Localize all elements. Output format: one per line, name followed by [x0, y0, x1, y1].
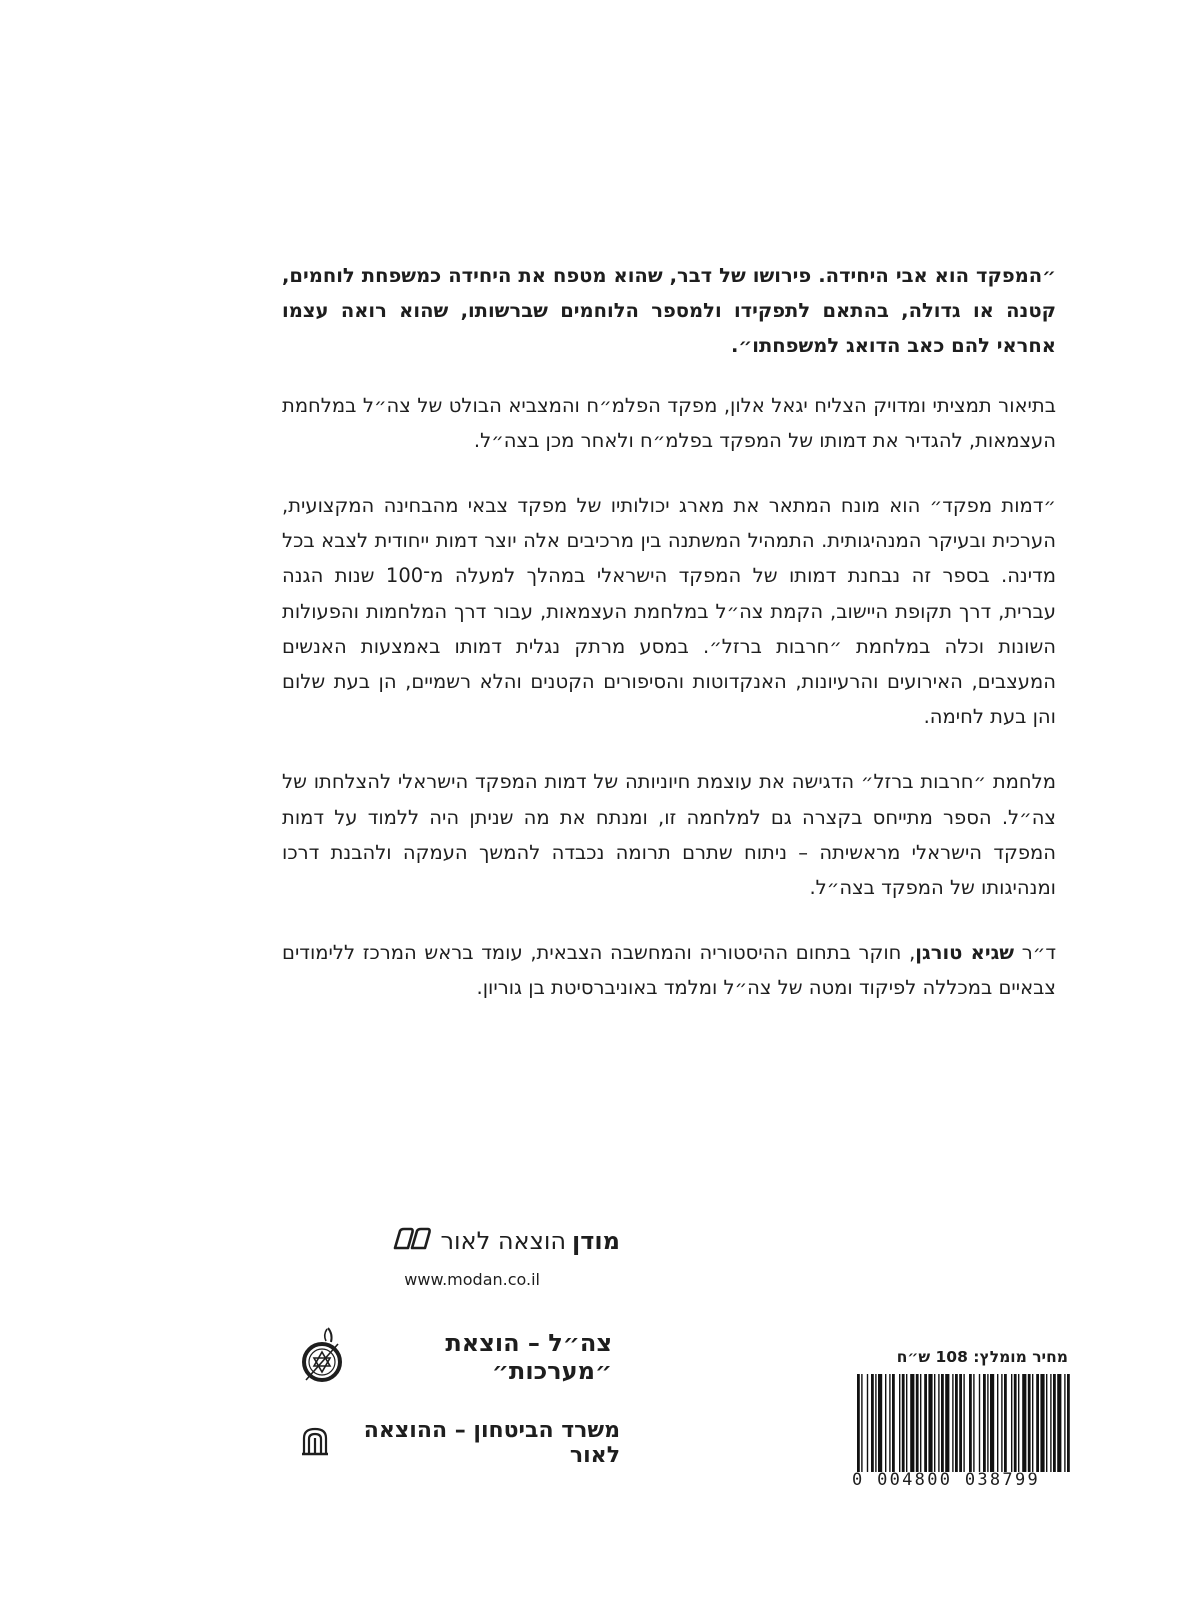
paragraph-allon: בתיאור תמציתי ומדויק הצליח יגאל אלון, מפקד הפלמ״ח והמצביא הבולט של צה״ל במלחמת העצמאות, להגדיר את דמותו של המפקד בפלמ״ח ולאחר מכן בצה״ל.: [282, 393, 1056, 452]
barcode-bar: [1053, 1374, 1056, 1472]
barcode-bar: [955, 1374, 958, 1472]
barcode-bar: [983, 1374, 986, 1472]
idf-maarachot-emblem-icon: [300, 1326, 346, 1388]
barcode-bar: [885, 1374, 886, 1472]
barcode-bar: [987, 1374, 988, 1472]
barcode-bar: [941, 1374, 944, 1472]
barcode-bar: [920, 1374, 921, 1472]
barcode-bar: [973, 1374, 974, 1472]
modan-name: מודן: [572, 1227, 620, 1255]
barcode-bar: [1067, 1374, 1070, 1472]
barcode-digits: 0 004800 038799: [852, 1470, 1041, 1490]
barcode-bar: [1022, 1374, 1026, 1472]
publisher-logos: [300, 1222, 660, 1522]
mod-label: משרד הביטחון – ההוצאה לאור: [363, 1418, 620, 1468]
barcode-bar: [979, 1374, 980, 1472]
author-prefix: ד״ר: [1014, 941, 1056, 965]
barcode-bar: [875, 1374, 876, 1472]
idf-publisher: [300, 1326, 612, 1388]
barcode-bar: [959, 1374, 962, 1472]
barcode-bar: [902, 1374, 905, 1472]
recommended-price: מחיר מומלץ: 108 ש״ח: [896, 1348, 1068, 1366]
author-bio: [282, 935, 1056, 1005]
barcode-bar: [910, 1374, 914, 1472]
barcode-bar: [1050, 1374, 1051, 1472]
barcode-bar: [1018, 1374, 1019, 1472]
barcode-bar: [990, 1374, 994, 1472]
barcode-bar: [906, 1374, 907, 1472]
paragraph-book-summary: ״דמות מפקד״ הוא מונח המתאר את מארג יכולותיו של מפקד צבאי מהבחינה המקצועית, הערכית ובעיקר המנהיגותית. התמהיל המשתנה בין מרכיבים אלה יוצר דמות ייחודית לצבא בכל מדינה. בספר זה נבחנת דמותו של המפקד הישראלי במהלך למעלה מ־100 שנות הגנה עברית, דרך תקופת היישוב, הקמת צה״ל במלחמת העצמאות, עבור דרך המלחמות והפעולות השונות וכלה במלחמת ״חרבות ברזל״. במסע מרתק נגלית דמותו באמצעות האנשים המעצבים, האירועים והרעיונות, האנקדוטות והסיפורים הקטנים והלא רשמיים, הן בעת שלום והן בעת לחימה.: [282, 494, 1056, 729]
mod-publisher: [300, 1418, 620, 1468]
ministry-of-defense-logo-icon: [300, 1426, 330, 1460]
barcode-bar: [924, 1374, 927, 1472]
back-cover-text: [282, 258, 1056, 1036]
barcode-bar: [899, 1374, 900, 1472]
barcode-bar: [934, 1374, 935, 1472]
barcode-bar: [1004, 1374, 1007, 1472]
barcode-image: [856, 1374, 1070, 1472]
author-name: שגיא טורגן: [915, 941, 1015, 965]
barcode-bar: [1036, 1374, 1039, 1472]
author-description: , חוקר בתחום ההיסטוריה והמחשבה הצבאית, עומד בראש המרכז ללימודים צבאיים במכללה לפיקוד ומטה של צה״ל ומלמד באוניברסיטת בן גוריון.: [282, 941, 1056, 1000]
modan-publisher: [392, 1226, 620, 1256]
barcode-bar: [963, 1374, 964, 1472]
opening-quote: ״המפקד הוא אבי היחידה. פירושו של דבר, שהוא מטפח את היחידה כמשפחת לוחמים, קטנה או גדולה, בהתאם לתפקידו ולמספר הלוחמים שברשותו, שהוא רואה עצמו אחראי להם כאב הדואג למשפחתו״.: [282, 264, 1056, 358]
idf-maarachot-label: צה״ל – הוצאת ״מערכות״: [445, 1329, 612, 1385]
barcode-bar: [878, 1374, 882, 1472]
barcode-bar: [861, 1374, 862, 1472]
paragraph-iron-swords: מלחמת ״חרבות ברזל״ הדגישה את עוצמת חיוניותה של דמות המפקד הישראלי להצלחתו של צה״ל. הספר מתייחס בקצרה גם למלחמה זו, ומנתח את מה שניתן היה ללמוד על דמות המפקד הישראלי מראשיתה – ניתוח שתרם תרומה נכבדה להמשך העמקה ולהבנת דרכו ומנהיגותו של המפקד בצה״ל.: [282, 770, 1056, 900]
barcode-bar: [889, 1374, 890, 1472]
barcode-bar: [952, 1374, 953, 1472]
modan-logo-icon: [392, 1226, 432, 1256]
modan-subtitle: הוצאה לאור: [440, 1227, 567, 1255]
barcode-bar: [1046, 1374, 1047, 1472]
barcode-bar: [867, 1374, 868, 1472]
barcode-bar: [945, 1374, 949, 1472]
barcode-bar: [857, 1374, 860, 1472]
barcode-bar: [1011, 1374, 1012, 1472]
barcode-bar: [1040, 1374, 1044, 1472]
barcode-bar: [1001, 1374, 1002, 1472]
barcode-bar: [969, 1374, 972, 1472]
barcode-bar: [1064, 1374, 1065, 1472]
barcode-bar: [871, 1374, 874, 1472]
barcode-bar: [892, 1374, 895, 1472]
barcode-bar: [1014, 1374, 1017, 1472]
barcode-bar: [928, 1374, 932, 1472]
barcode-bar: [1032, 1374, 1033, 1472]
barcode-bar: [938, 1374, 939, 1472]
barcode-bar: [997, 1374, 998, 1472]
barcode-bar: [916, 1374, 919, 1472]
barcode-bar: [1028, 1374, 1031, 1472]
barcode-bar: [1057, 1374, 1061, 1472]
modan-url: www.modan.co.il: [404, 1270, 540, 1289]
